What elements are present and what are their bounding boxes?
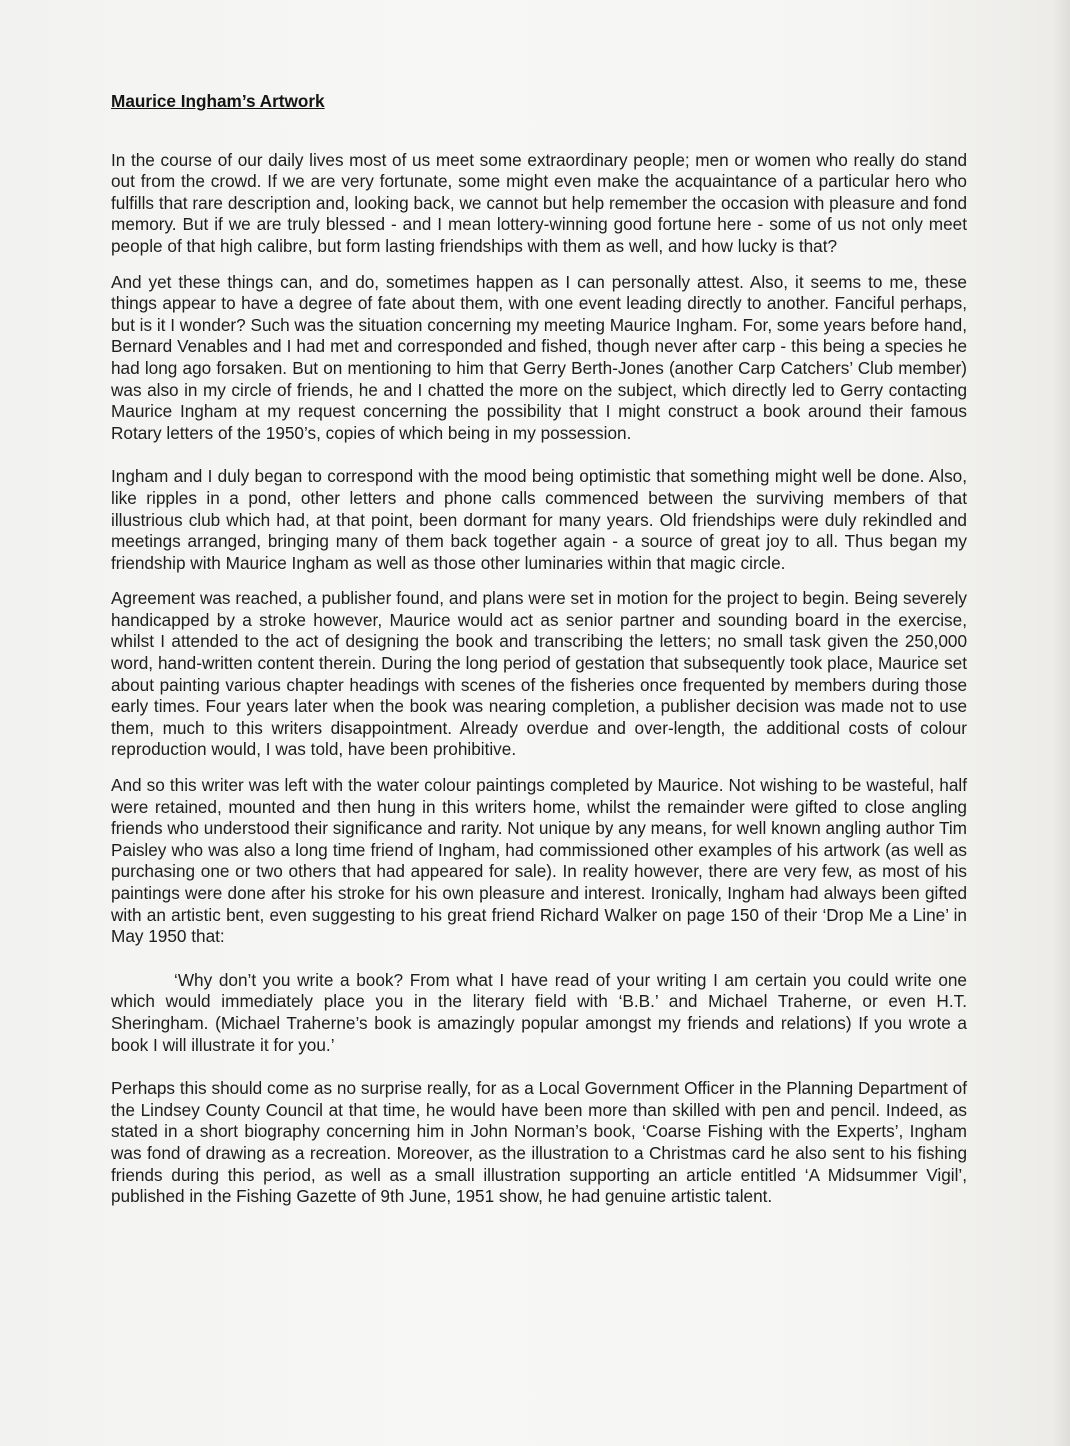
- block-quote: ‘Why don’t you write a book? From what I have read of your writing I am certain you could write one which would immediately place you in the literary field with ‘B.B.’ and Michael Traherne, or even H.T. Sheringham. (Michael Traherne’s book is amazingly popular amongst my friends and relations) If you wrote a book I will illustrate it for you.’: [111, 969, 967, 1055]
- article-title: Maurice Ingham’s Artwork: [111, 91, 325, 111]
- paragraph-4: Agreement was reached, a publisher found, and plans were set in motion for the project to begin. Being severely handicapped by a stroke however, Maurice would act as senior partner and sounding board in the exercise, whilst I attended to the act of designing the book and transcribing the letters; no small task given the 250,000 word, hand-written content therein. During the long period of gestation that subsequently took place, Maurice set about painting various chapter headings with scenes of the fisheries once frequented by members during those early times. Four years later when the book was nearing completion, a publisher decision was made not to use them, much to this writers disappointment. Already overdue and over-length, the additional costs of colour reproduction would, I was told, have been prohibitive.: [111, 588, 967, 760]
- paragraph-2: And yet these things can, and do, sometimes happen as I can personally attest. Also, it seems to me, these things appear to have a degree of fate about them, with one event leading directly to another. Fanciful perhaps, but is it I wonder? Such was the situation concerning my meeting Maurice Ingham. For, some years before hand, Bernard Venables and I had met and corresponded and fished, though never after carp - this being a species he had long ago forsaken. But on mentioning to him that Gerry Berth-Jones (another Carp Catchers’ Club member) was also in my circle of friends, he and I chatted the more on the subject, which directly led to Gerry contacting Maurice Ingham at my request concerning the possibility that I might construct a book around their famous Rotary letters of the 1950’s, copies of which being in my possession.: [111, 271, 967, 443]
- paragraph-1: In the course of our daily lives most of us meet some extraordinary people; men or women who really do stand out from the crowd. If we are very fortunate, some might even make the acquaintance of a particular hero who fulfills that rare description and, looking back, we cannot but help remember the occasion with pleasure and fond memory. But if we are truly blessed - and I mean lottery-winning good fortune here - some of us not only meet people of that high calibre, but form lasting friendships with them as well, and how lucky is that?: [111, 149, 967, 256]
- paragraph-5: And so this writer was left with the water colour paintings completed by Maurice. Not wishing to be wasteful, half were retained, mounted and then hung in this writers home, whilst the remainder were gifted to close angling friends who understood their significance and rarity. Not unique by any means, for well known angling author Tim Paisley who was also a long time friend of Ingham, had commissioned other examples of his artwork (as well as purchasing one or two others that had appeared for sale). In reality however, there are very few, as most of his paintings were done after his stroke for his own pleasure and interest. Ironically, Ingham had always been gifted with an artistic bent, even suggesting to his great friend Richard Walker on page 150 of their ‘Drop Me a Line’ in May 1950 that:: [111, 775, 967, 947]
- article-body: [111, 91, 967, 1208]
- page-edge-shadow: [1052, 0, 1070, 1446]
- closing-paragraph: Perhaps this should come as no surprise really, for as a Local Government Officer in the Planning Department of the Lindsey County Council at that time, he would have been more than skilled with pen and pencil. Indeed, as stated in a short biography concerning him in John Norman’s book, ‘Coarse Fishing with the Experts’, Ingham was fond of drawing as a recreation. Moreover, as the illustration to a Christmas card he also sent to his fishing friends during this period, as well as a small illustration supporting an article entitled ‘A Midsummer Vigil’, published in the Fishing Gazette of 9th June, 1951 show, he had genuine artistic talent.: [111, 1078, 967, 1207]
- paragraph-3: Ingham and I duly began to correspond with the mood being optimistic that something might well be done. Also, like ripples in a pond, other letters and phone calls commenced between the surviving members of that illustrious club which had, at that point, been dormant for many years. Old friendships were duly rekindled and meetings arranged, bringing many of them back together again - a source of great joy to all. Thus began my friendship with Maurice Ingham as well as those other luminaries within that magic circle.: [111, 466, 967, 573]
